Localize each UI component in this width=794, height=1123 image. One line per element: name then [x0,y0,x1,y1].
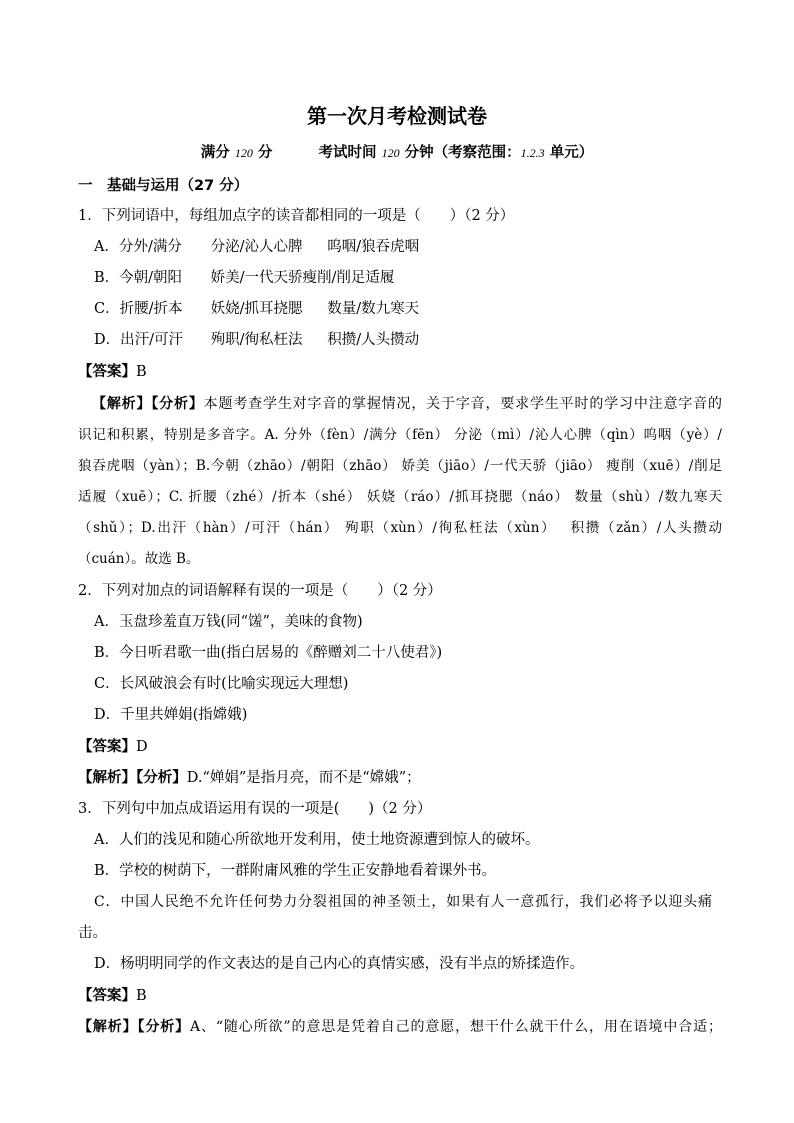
full-score-value: 120 [234,146,253,160]
answer-tag: 【答案】 [78,988,136,1004]
question-1-answer [78,360,722,384]
exam-time-value: 120 [381,146,400,160]
question-2-answer [78,735,722,759]
question-2-option-a: A．玉盘珍羞直万钱(同“馐”，美味的食物) [94,614,363,630]
answer-value: B [136,988,147,1004]
exam-info [0,141,794,165]
question-3-analysis [78,1015,722,1039]
exam-range-value: 1.2.3 [520,146,545,160]
question-2-stem: 2．下列对加点的词语解释有误的一项是（ ）（2 分） [78,583,442,599]
question-1-option-c [94,297,722,321]
option-part: 妖娆/抓耳挠腮 [210,301,303,317]
question-1-analysis-line-6: （cuán）。故选 B。 [78,551,200,567]
question-2-option-d: D．千里共婵娟(指嫦娥) [94,707,248,723]
analysis-text: A、“随心所欲”的意思是凭着自己的意愿，想干什么就干什么，用在语境中合适； [190,1019,722,1035]
full-score-label: 满分 [200,145,230,161]
analysis-tag: 【解析】【分析】 [92,396,204,412]
analysis-tag: 【解析】【分析】 [78,770,187,786]
answer-value: B [136,364,147,380]
option-part: 积攒/人头攒动 [327,332,420,348]
question-1-analysis-line-4: 适履（xuē）；C. 折腰（zhé）/折本（shé） 妖娆（ráo）/抓耳挠腮（náo） 数量（shù）/数九寒天 [78,489,722,505]
option-part: 娇美/一代天骄瘦削/削足适履 [210,270,395,286]
question-1-option-d [94,328,722,352]
question-3-option-c-continued: 击。 [78,925,107,941]
question-1-analysis-line-3: 狼吞虎咽（yàn）；B.今朝（zhāo）/朝阳（zhāo） 娇美（jiāo）/一代天骄（jiāo） 瘦削（xuē）/削足 [78,458,722,474]
option-part: D．出汗/可汗 [94,332,184,348]
exam-time-label: 考试时间 [318,145,377,161]
question-2-analysis [78,766,722,790]
question-1-analysis-line-2: 识记和积累，特别是多音字。A. 分外（fèn）/满分（fēn） 分泌（mì）/沁人心脾（qìn）呜咽（yè）/ [78,427,722,443]
question-1-stem: 1．下列词语中，每组加点字的读音都相同的一项是（ ）（2 分） [78,208,515,224]
option-part: A．分外/满分 [94,239,182,255]
question-1-analysis-line-5: （shǔ）；D.出汗（hàn）/可汗（hán） 殉职（xùn）/徇私枉法（xùn） 积攒（zǎn）/人头攒动 [78,520,722,536]
page-title: 第一次月考检测试卷 [307,104,487,128]
question-3-option-a: A．人们的浅见和随心所欲地开发利用，使土地资源遭到惊人的破坏。 [94,832,540,848]
question-3-answer [78,984,722,1008]
question-1-option-a [94,235,722,259]
question-3-option-c: C．中国人民绝不允许任何势力分裂祖国的神圣领土，如果有人一意孤行，我们必将予以迎头痛 [94,894,712,910]
answer-value: D [136,739,148,755]
exam-range-suffix: 单元） [549,145,594,161]
option-part: 数量/数九寒天 [327,301,420,317]
question-2-option-c: C．长风破浪会有时(比喻实现远大理想) [94,676,349,692]
exam-time-unit: 分钟（考察范围： [404,145,521,161]
analysis-tag: 【解析】【分析】 [78,1019,191,1035]
option-part: 殉职/徇私枉法 [210,332,303,348]
analysis-text: D.“婵娟”是指月亮，而不是“嫦娥”； [186,770,421,786]
section-heading: 一 基础与运用（27 分） [78,178,249,194]
option-part: 呜咽/狼吞虎咽 [327,239,420,255]
option-part: 分泌/沁人心脾 [210,239,303,255]
option-part: B．今朝/朝阳 [94,270,183,286]
question-1-option-b [94,266,722,290]
question-3-stem: 3．下列句中加点成语运用有误的一项是( )（2 分） [78,801,432,817]
question-3-option-d: D．杨明明同学的作文表达的是自己内心的真情实感，没有半点的矫揉造作。 [94,956,585,972]
option-part: C．折腰/折本 [94,301,183,317]
question-1-analysis-line-1 [92,392,722,416]
answer-tag: 【答案】 [78,364,136,380]
question-3-option-b: B．学校的树荫下，一群附庸风雅的学生正安静地看着课外书。 [94,863,497,879]
answer-tag: 【答案】 [78,739,136,755]
full-score-unit: 分 [257,145,273,161]
question-2-option-b: B．今日听君歌一曲(指白居易的《醉赠刘二十八使君》) [94,645,443,661]
analysis-text: 本题考查学生对字音的掌握情况，关于字音，要求学生平时的学习中注意字音的 [203,396,723,412]
